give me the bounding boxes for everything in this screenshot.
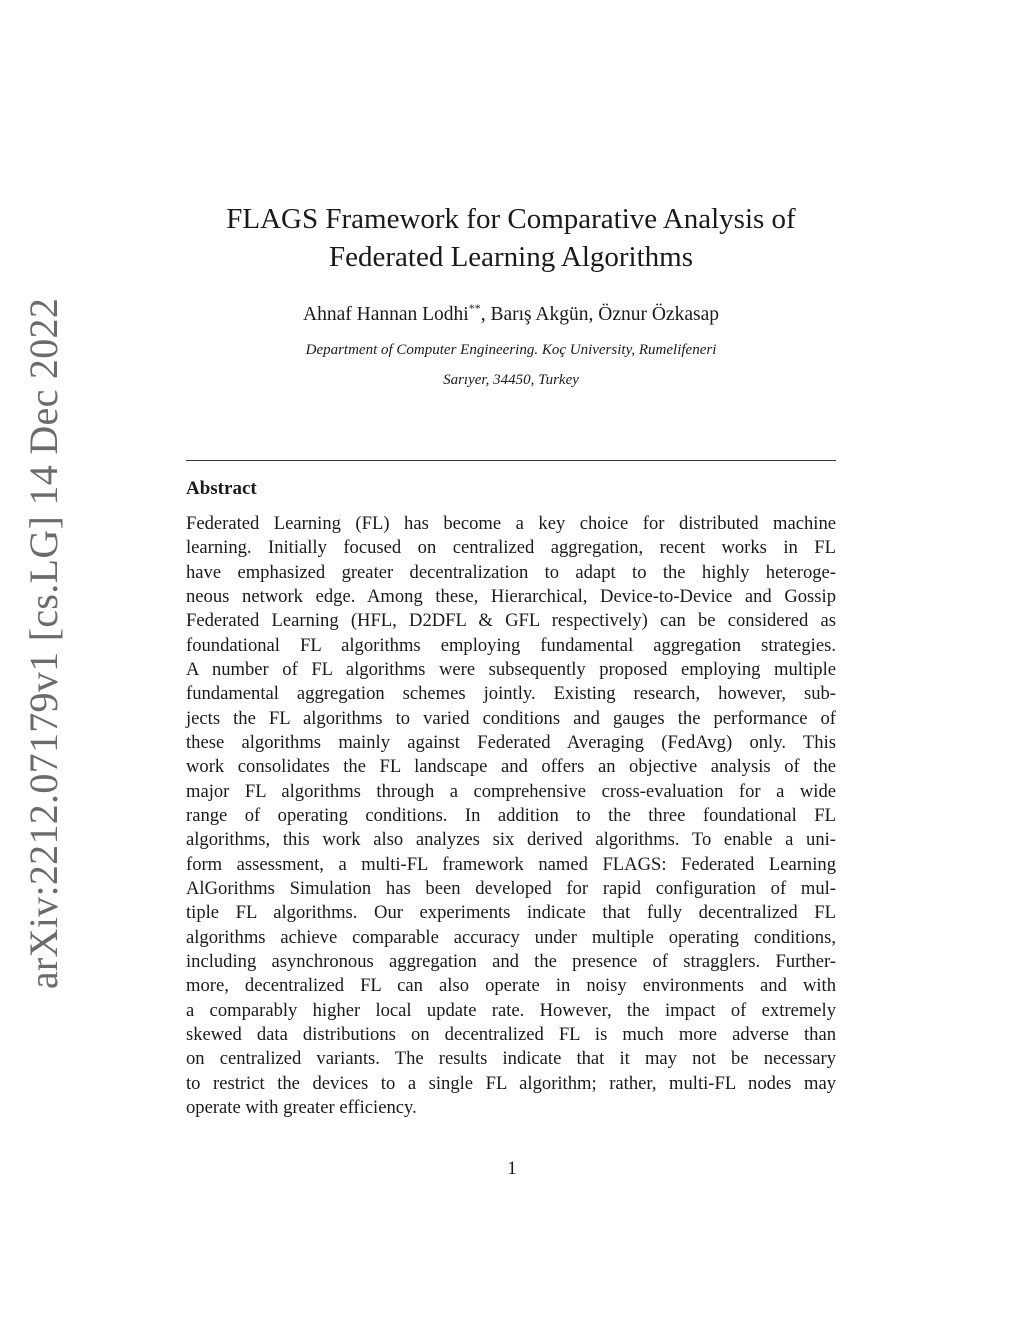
page-number: 1: [507, 1158, 517, 1179]
abstract-body: [186, 512, 836, 1120]
abstract-line: neous network edge. Among these, Hierarchical, Device-to-Device and Gossip: [186, 585, 836, 607]
abstract-line: jects the FL algorithms to varied conditions and gauges the performance of: [186, 707, 836, 729]
abstract-line: these algorithms mainly against Federated Averaging (FedAvg) only. This: [186, 731, 836, 753]
author-list: [186, 303, 836, 327]
abstract-line: tiple FL algorithms. Our experiments indicate that fully decentralized FL: [186, 902, 836, 924]
arxiv-identifier-text: arXiv:2212.07179v1 [cs.LG] 14 Dec 2022: [21, 297, 67, 989]
paper-title: [186, 200, 836, 276]
affiliation: [186, 335, 836, 395]
abstract-line: algorithms achieve comparable accuracy under multiple operating conditions,: [186, 926, 836, 948]
abstract-line: foundational FL algorithms employing fundamental aggregation strategies.: [186, 634, 836, 656]
title-line-1: FLAGS Framework for Comparative Analysis of: [226, 203, 796, 235]
abstract-heading: Abstract: [186, 478, 257, 499]
corresponding-author-mark: **: [468, 301, 481, 315]
section-divider: [186, 460, 836, 461]
abstract-line: A number of FL algorithms were subsequently proposed employing multiple: [186, 658, 836, 680]
title-block: [186, 200, 836, 395]
author-others: , Barış Akgün, Öznur Özkasap: [480, 304, 719, 325]
abstract-line: major FL algorithms through a comprehensive cross-evaluation for a wide: [186, 780, 836, 802]
abstract-line: to restrict the devices to a single FL algorithm; rather, multi-FL nodes may: [186, 1072, 836, 1094]
arxiv-identifier-stamp: [12, 297, 76, 989]
abstract-line: including asynchronous aggregation and the presence of stragglers. Further-: [186, 950, 836, 972]
abstract-line: Federated Learning (FL) has become a key choice for distributed machine: [186, 513, 836, 534]
abstract-line: AlGorithms Simulation has been developed for rapid configuration of mul-: [186, 877, 836, 899]
abstract-line: a comparably higher local update rate. However, the impact of extremely: [186, 999, 836, 1021]
abstract-line: have emphasized greater decentralization to adapt to the highly heteroge-: [186, 561, 836, 583]
abstract-line: fundamental aggregation schemes jointly. Existing research, however, sub-: [186, 683, 836, 705]
affiliation-line-1: Department of Computer Engineering. Koç University, Rumelifeneri: [305, 342, 717, 358]
abstract-line: algorithms, this work also analyzes six derived algorithms. To enable a uni-: [186, 829, 836, 851]
abstract-line: learning. Initially focused on centralized aggregation, recent works in FL: [186, 537, 836, 559]
title-line-2: Federated Learning Algorithms: [328, 241, 693, 273]
abstract-line: Federated Learning (HFL, D2DFL & GFL respectively) can be considered as: [186, 610, 836, 632]
abstract-line: operate with greater efficiency.: [186, 1096, 417, 1118]
abstract-line: on centralized variants. The results indicate that it may not be necessary: [186, 1048, 836, 1070]
abstract-line: skewed data distributions on decentralized FL is much more adverse than: [186, 1023, 836, 1045]
author-lead: Ahnaf Hannan Lodhi: [303, 304, 469, 325]
abstract-line: range of operating conditions. In addition to the three foundational FL: [186, 804, 836, 826]
abstract-line: form assessment, a multi-FL framework named FLAGS: Federated Learning: [186, 853, 836, 875]
abstract-line: work consolidates the FL landscape and offers an objective analysis of the: [186, 756, 836, 778]
affiliation-line-2: Sarıyer, 34450, Turkey: [443, 372, 579, 388]
abstract-line: more, decentralized FL can also operate in noisy environments and with: [186, 975, 836, 997]
